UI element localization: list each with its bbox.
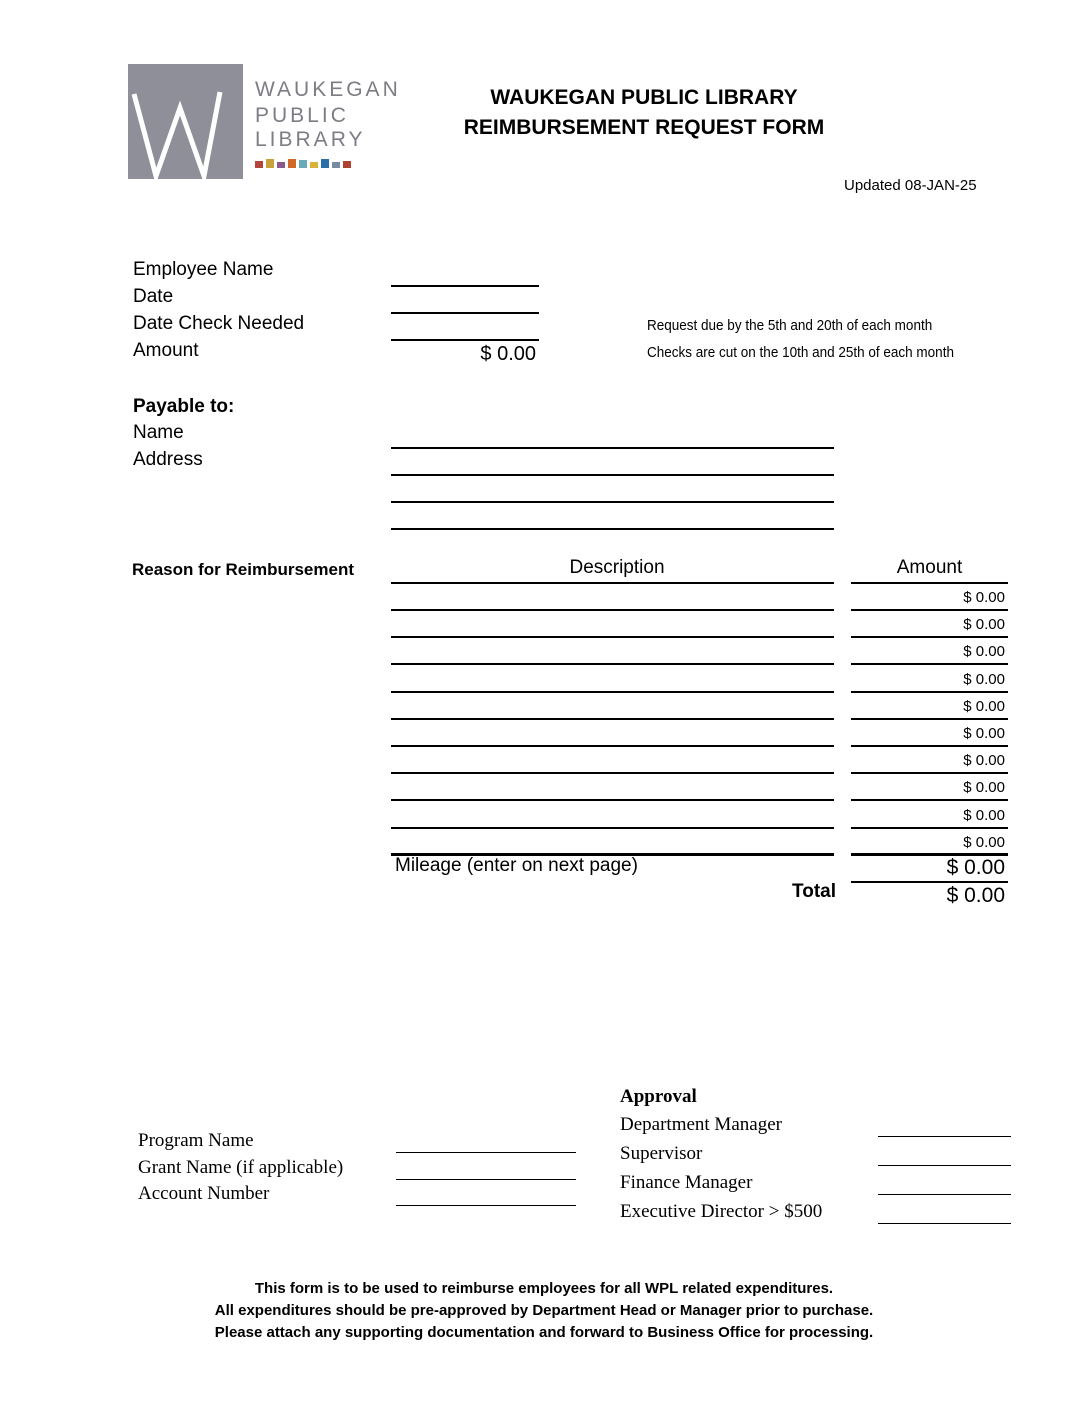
mileage-label: Mileage (enter on next page) [395, 855, 638, 876]
expense-amount-value: $ 0.00 [963, 779, 1005, 796]
footer-line-1: This form is to be used to reimburse employees for all WPL related expenditures. [254, 1280, 834, 1297]
logo-swatch [321, 159, 329, 168]
logo-swatch [288, 159, 296, 168]
employee-name-label: Employee Name [133, 259, 274, 280]
expense-amount-line [851, 609, 1008, 611]
amount-header: Amount [896, 557, 963, 578]
supervisor-signature[interactable] [878, 1165, 1011, 1166]
account-number-field[interactable] [396, 1205, 576, 1206]
expense-amount-line [851, 853, 1008, 855]
date-label: Date [133, 286, 174, 307]
description-header-line [391, 582, 834, 584]
amount-header-line [851, 582, 1008, 584]
logo-text-library: LIBRARY [255, 128, 366, 151]
payee-address-line-1[interactable] [391, 474, 834, 476]
date-check-needed-field[interactable] [391, 339, 539, 341]
library-logo [128, 64, 418, 180]
supervisor-label: Supervisor [620, 1143, 703, 1164]
logo-swatch [299, 160, 307, 168]
logo-w-mark [128, 64, 243, 179]
expense-amount-line [851, 772, 1008, 774]
expense-amount-value: $ 0.00 [963, 725, 1005, 742]
expense-description-field[interactable] [391, 663, 834, 665]
logo-swatch [255, 161, 263, 168]
updated-date: Updated 08-JAN-25 [844, 177, 977, 194]
payee-name-field[interactable] [391, 447, 834, 449]
expense-description-field[interactable] [391, 691, 834, 693]
due-date-note: Request due by the 5th and 20th of each month [647, 317, 933, 334]
approval-heading: Approval [620, 1086, 697, 1107]
expense-amount-line [851, 799, 1008, 801]
expense-amount-line [851, 663, 1008, 665]
grant-name-label: Grant Name (if applicable) [138, 1157, 344, 1178]
logo-swatch [310, 162, 318, 168]
expense-amount-line [851, 827, 1008, 829]
expense-description-field[interactable] [391, 609, 834, 611]
payable-to-heading: Payable to: [133, 396, 235, 417]
amount-label: Amount [133, 340, 199, 361]
program-name-label: Program Name [138, 1130, 254, 1151]
expense-amount-value: $ 0.00 [963, 589, 1005, 606]
expense-description-field[interactable] [391, 799, 834, 801]
footer-line-2: All expenditures should be pre-approved by Department Head or Manager prior to purchase. [214, 1302, 874, 1319]
grant-name-field[interactable] [396, 1179, 576, 1180]
department-manager-label: Department Manager [620, 1114, 782, 1135]
expense-amount-value: $ 0.00 [963, 807, 1005, 824]
expense-description-field[interactable] [391, 745, 834, 747]
logo-color-swatches [255, 158, 355, 168]
logo-swatch [277, 162, 285, 168]
executive-director-signature[interactable] [878, 1223, 1011, 1224]
logo-swatch [343, 161, 351, 168]
employee-name-field[interactable] [391, 285, 539, 287]
payee-address-line-2[interactable] [391, 501, 834, 503]
description-header: Description [569, 557, 665, 578]
finance-manager-signature[interactable] [878, 1194, 1011, 1195]
total-value: $ 0.00 [946, 884, 1005, 907]
expense-amount-line [851, 745, 1008, 747]
footer-line-3: Please attach any supporting documentation and forward to Business Office for processing. [214, 1324, 874, 1341]
expense-description-field[interactable] [391, 718, 834, 720]
check-date-note: Checks are cut on the 10th and 25th of each month [647, 344, 954, 361]
date-field[interactable] [391, 312, 539, 314]
expense-description-field[interactable] [391, 827, 834, 829]
expense-description-field[interactable] [391, 636, 834, 638]
finance-manager-label: Finance Manager [620, 1172, 753, 1193]
amount-value: $ 0.00 [480, 343, 536, 365]
payee-address-label: Address [133, 449, 203, 470]
expense-amount-value: $ 0.00 [963, 834, 1005, 851]
expense-amount-value: $ 0.00 [963, 752, 1005, 769]
mileage-line [851, 881, 1008, 883]
expense-description-field[interactable] [391, 772, 834, 774]
expense-amount-line [851, 636, 1008, 638]
expense-amount-line [851, 718, 1008, 720]
account-number-label: Account Number [138, 1183, 270, 1204]
expense-amount-value: $ 0.00 [963, 671, 1005, 688]
mileage-value: $ 0.00 [946, 856, 1005, 879]
form-subtitle: REIMBURSEMENT REQUEST FORM [463, 116, 825, 139]
payee-address-line-3[interactable] [391, 528, 834, 530]
reason-label: Reason for Reimbursement [132, 560, 354, 579]
expense-amount-line [851, 691, 1008, 693]
form-title: WAUKEGAN PUBLIC LIBRARY [490, 86, 798, 109]
executive-director-label: Executive Director > $500 [620, 1201, 823, 1222]
program-name-field[interactable] [396, 1152, 576, 1153]
expense-amount-value: $ 0.00 [963, 643, 1005, 660]
department-manager-signature[interactable] [878, 1136, 1011, 1137]
logo-text-public: PUBLIC [255, 104, 349, 127]
date-check-needed-label: Date Check Needed [133, 313, 305, 334]
payee-name-label: Name [133, 422, 184, 443]
expense-amount-value: $ 0.00 [963, 616, 1005, 633]
logo-swatch [266, 159, 274, 168]
logo-swatch [332, 162, 340, 168]
logo-text-waukegan: WAUKEGAN [255, 78, 401, 101]
total-label: Total [792, 881, 836, 902]
expense-amount-value: $ 0.00 [963, 698, 1005, 715]
